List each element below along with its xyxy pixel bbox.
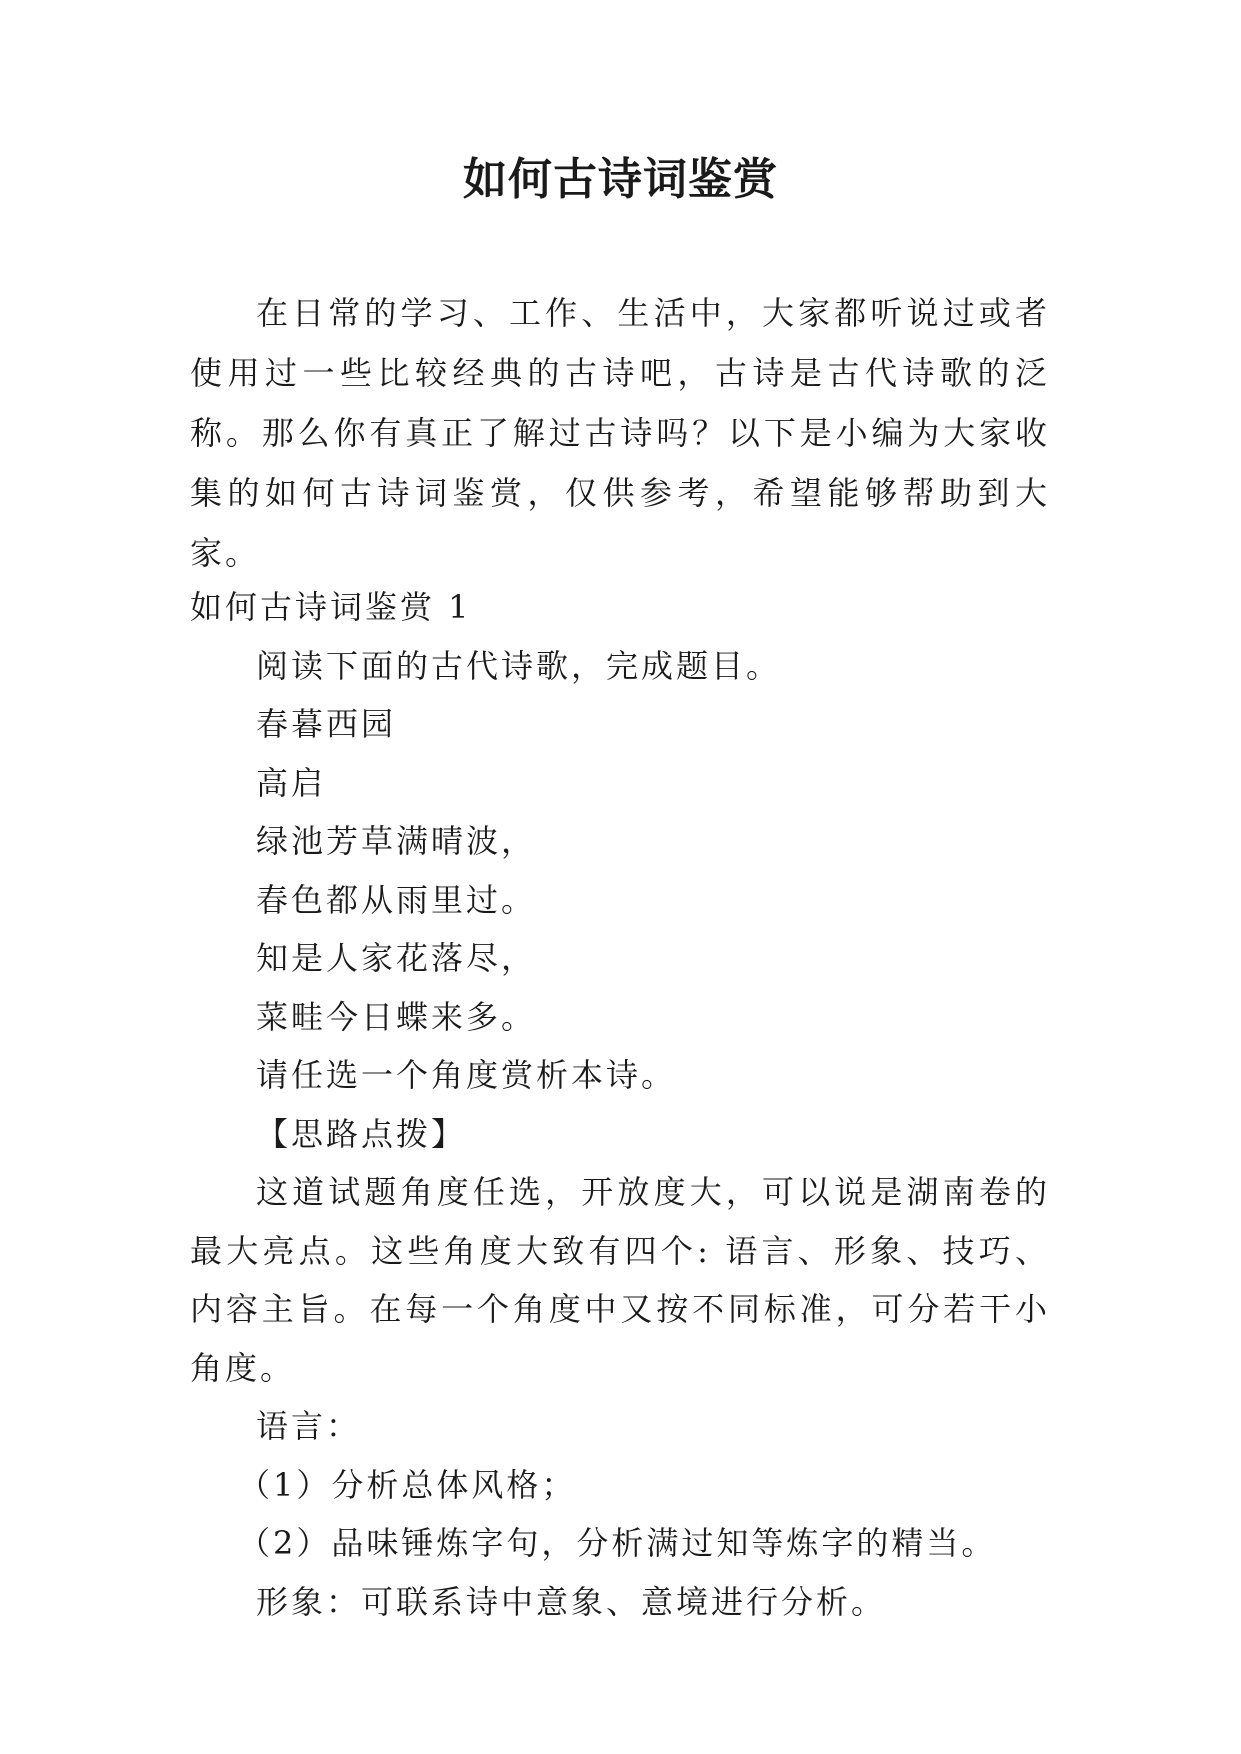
hint-heading: 【思路点拨】 [256, 1114, 467, 1153]
question-line: 请任选一个角度赏析本诗。 [256, 1056, 677, 1094]
document-title: 如何古诗词鉴赏 [463, 154, 778, 205]
poem-line: 知是人家花落尽， [256, 939, 537, 977]
poem-title: 春暮西园 [256, 705, 397, 743]
section-heading: 如何古诗词鉴赏 1 [190, 588, 472, 626]
poem-author: 高启 [256, 763, 327, 802]
poem-line: 菜畦今日蝶来多。 [256, 997, 537, 1036]
poem-line: 绿池芳草满晴波， [256, 822, 537, 860]
intro-paragraph: 在日常的学习、工作、生活中，大家都听说过或者使用过一些比较经典的古诗吧，古诗是古代诗歌的泛称。那么你有真正了解过古诗吗？以下是小编为大家收集的如何古诗词鉴赏，仅供参考，希望能够帮助到大家。 [190, 294, 1050, 572]
poem-line: 春色都从雨里过。 [256, 880, 537, 919]
language-item: （1）分析总体风格； [238, 1465, 577, 1504]
hint-paragraph: 这道试题角度任选，开放度大，可以说是湖南卷的最大亮点。这些角度大致有四个: 语言、形象、技巧、内容主旨。在每一个角度中又按不同标准，可分若干小角度。 [190, 1173, 1050, 1387]
image-line: 形象：可联系诗中意象、意境进行分析。 [256, 1582, 887, 1621]
language-item: （2）品味锤炼字句，分析满过知等炼字的精当。 [238, 1524, 997, 1562]
section-body [190, 578, 1050, 1631]
instruction-line: 阅读下面的古代诗歌，完成题目。 [256, 646, 782, 685]
language-label: 语言： [256, 1407, 362, 1445]
